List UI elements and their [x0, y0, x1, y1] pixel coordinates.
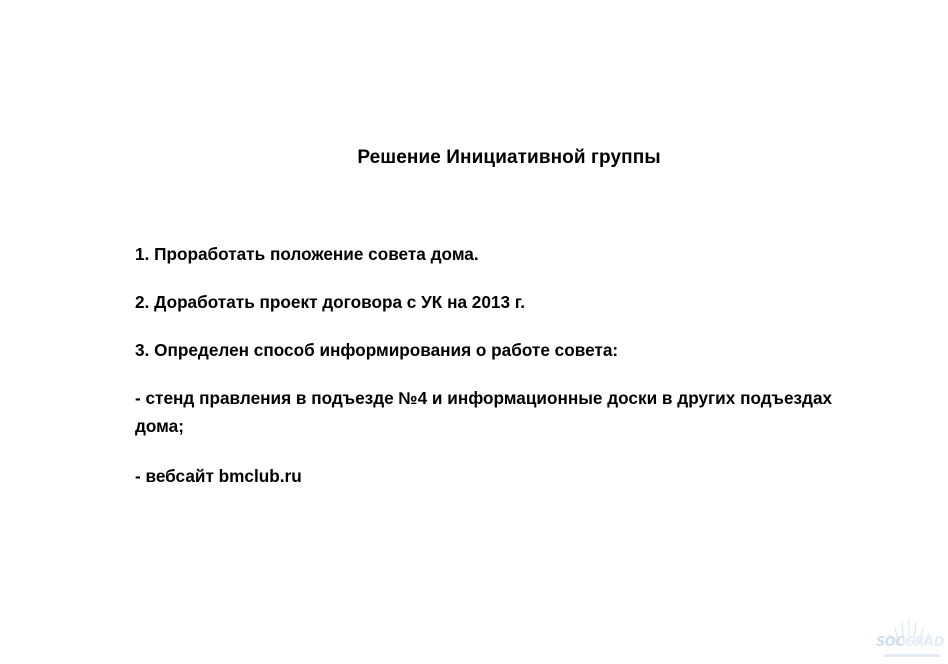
socgrad-watermark: [874, 614, 944, 660]
watermark-part1: SOC: [876, 635, 905, 650]
list-item-3: 3. Определен способ информирования о работе совета:: [135, 340, 619, 360]
watermark-text: [876, 635, 944, 650]
list-item-1: 1. Проработать положение совета дома.: [135, 244, 479, 264]
list-item-4: - стенд правления в подъезде №4 и информационные доски в других подъездах дома;: [135, 388, 833, 436]
watermark-part2: GRAD: [904, 635, 945, 650]
slide-title: Решение Инициативной группы: [357, 147, 661, 168]
list-item-5: - вебсайт bmclub.ru: [135, 466, 302, 486]
list-item-2: 2. Доработать проект договора с УК на 2013 г.: [135, 292, 526, 312]
